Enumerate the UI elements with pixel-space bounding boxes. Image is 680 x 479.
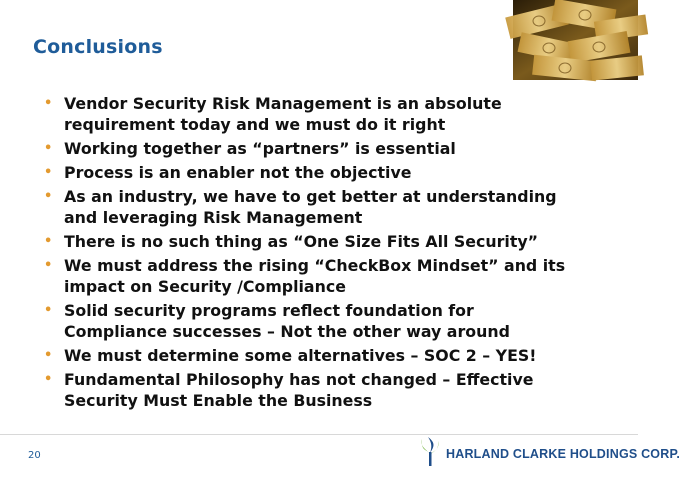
bullet-item [40,231,625,252]
company-logo [418,438,680,470]
bullet-line: Vendor Security Risk Management is an absolute [64,94,502,113]
bullet-line: Compliance successes – Not the other way around [64,322,510,341]
bullet-item [40,186,625,228]
bullet-dot-icon: • [44,141,53,156]
bullet-dot-icon: • [44,303,53,318]
footer-divider [0,434,638,435]
bullet-line: Solid security programs reflect foundation for [64,301,474,320]
bullet-line: requirement today and we must do it right [64,115,446,134]
bullet-list [40,93,625,411]
page-number: 20 [28,450,41,461]
bullet-line: Fundamental Philosophy has not changed – Effective [64,370,534,389]
bullet-item [40,369,625,411]
bullet-dot-icon: • [44,96,53,111]
bullet-line: As an industry, we have to get better at understanding [64,187,557,206]
money-stack-photo [513,0,638,80]
bullet-item [40,300,625,342]
bullet-dot-icon: • [44,165,53,180]
bullet-line: Working together as “partners” is essential [64,139,456,158]
bullet-item [40,345,625,366]
bullet-line: impact on Security /Compliance [64,277,346,296]
bullet-line: We must determine some alternatives – SOC 2 – YES! [64,346,537,365]
bullet-dot-icon: • [44,348,53,363]
bullet-dot-icon: • [44,372,53,387]
bullet-item [40,93,625,135]
bullet-dot-icon: • [44,189,53,204]
bullet-dot-icon: • [44,258,53,273]
bullet-item [40,138,625,159]
bullet-line: Process is an enabler not the objective [64,163,412,182]
bullet-item [40,255,625,297]
bullet-line: Security Must Enable the Business [64,391,373,410]
bullet-line: and leveraging Risk Management [64,208,363,227]
bullet-item [40,162,625,183]
bullet-line: There is no such thing as “One Size Fits All Security” [64,232,539,251]
company-logo-text: HARLAND CLARKE HOLDINGS CORP. [446,447,680,461]
harland-clarke-logo-icon [418,437,442,471]
bullet-line: We must address the rising “CheckBox Mindset” and its [64,256,566,275]
slide-title: Conclusions [33,36,163,58]
bullet-dot-icon: • [44,234,53,249]
